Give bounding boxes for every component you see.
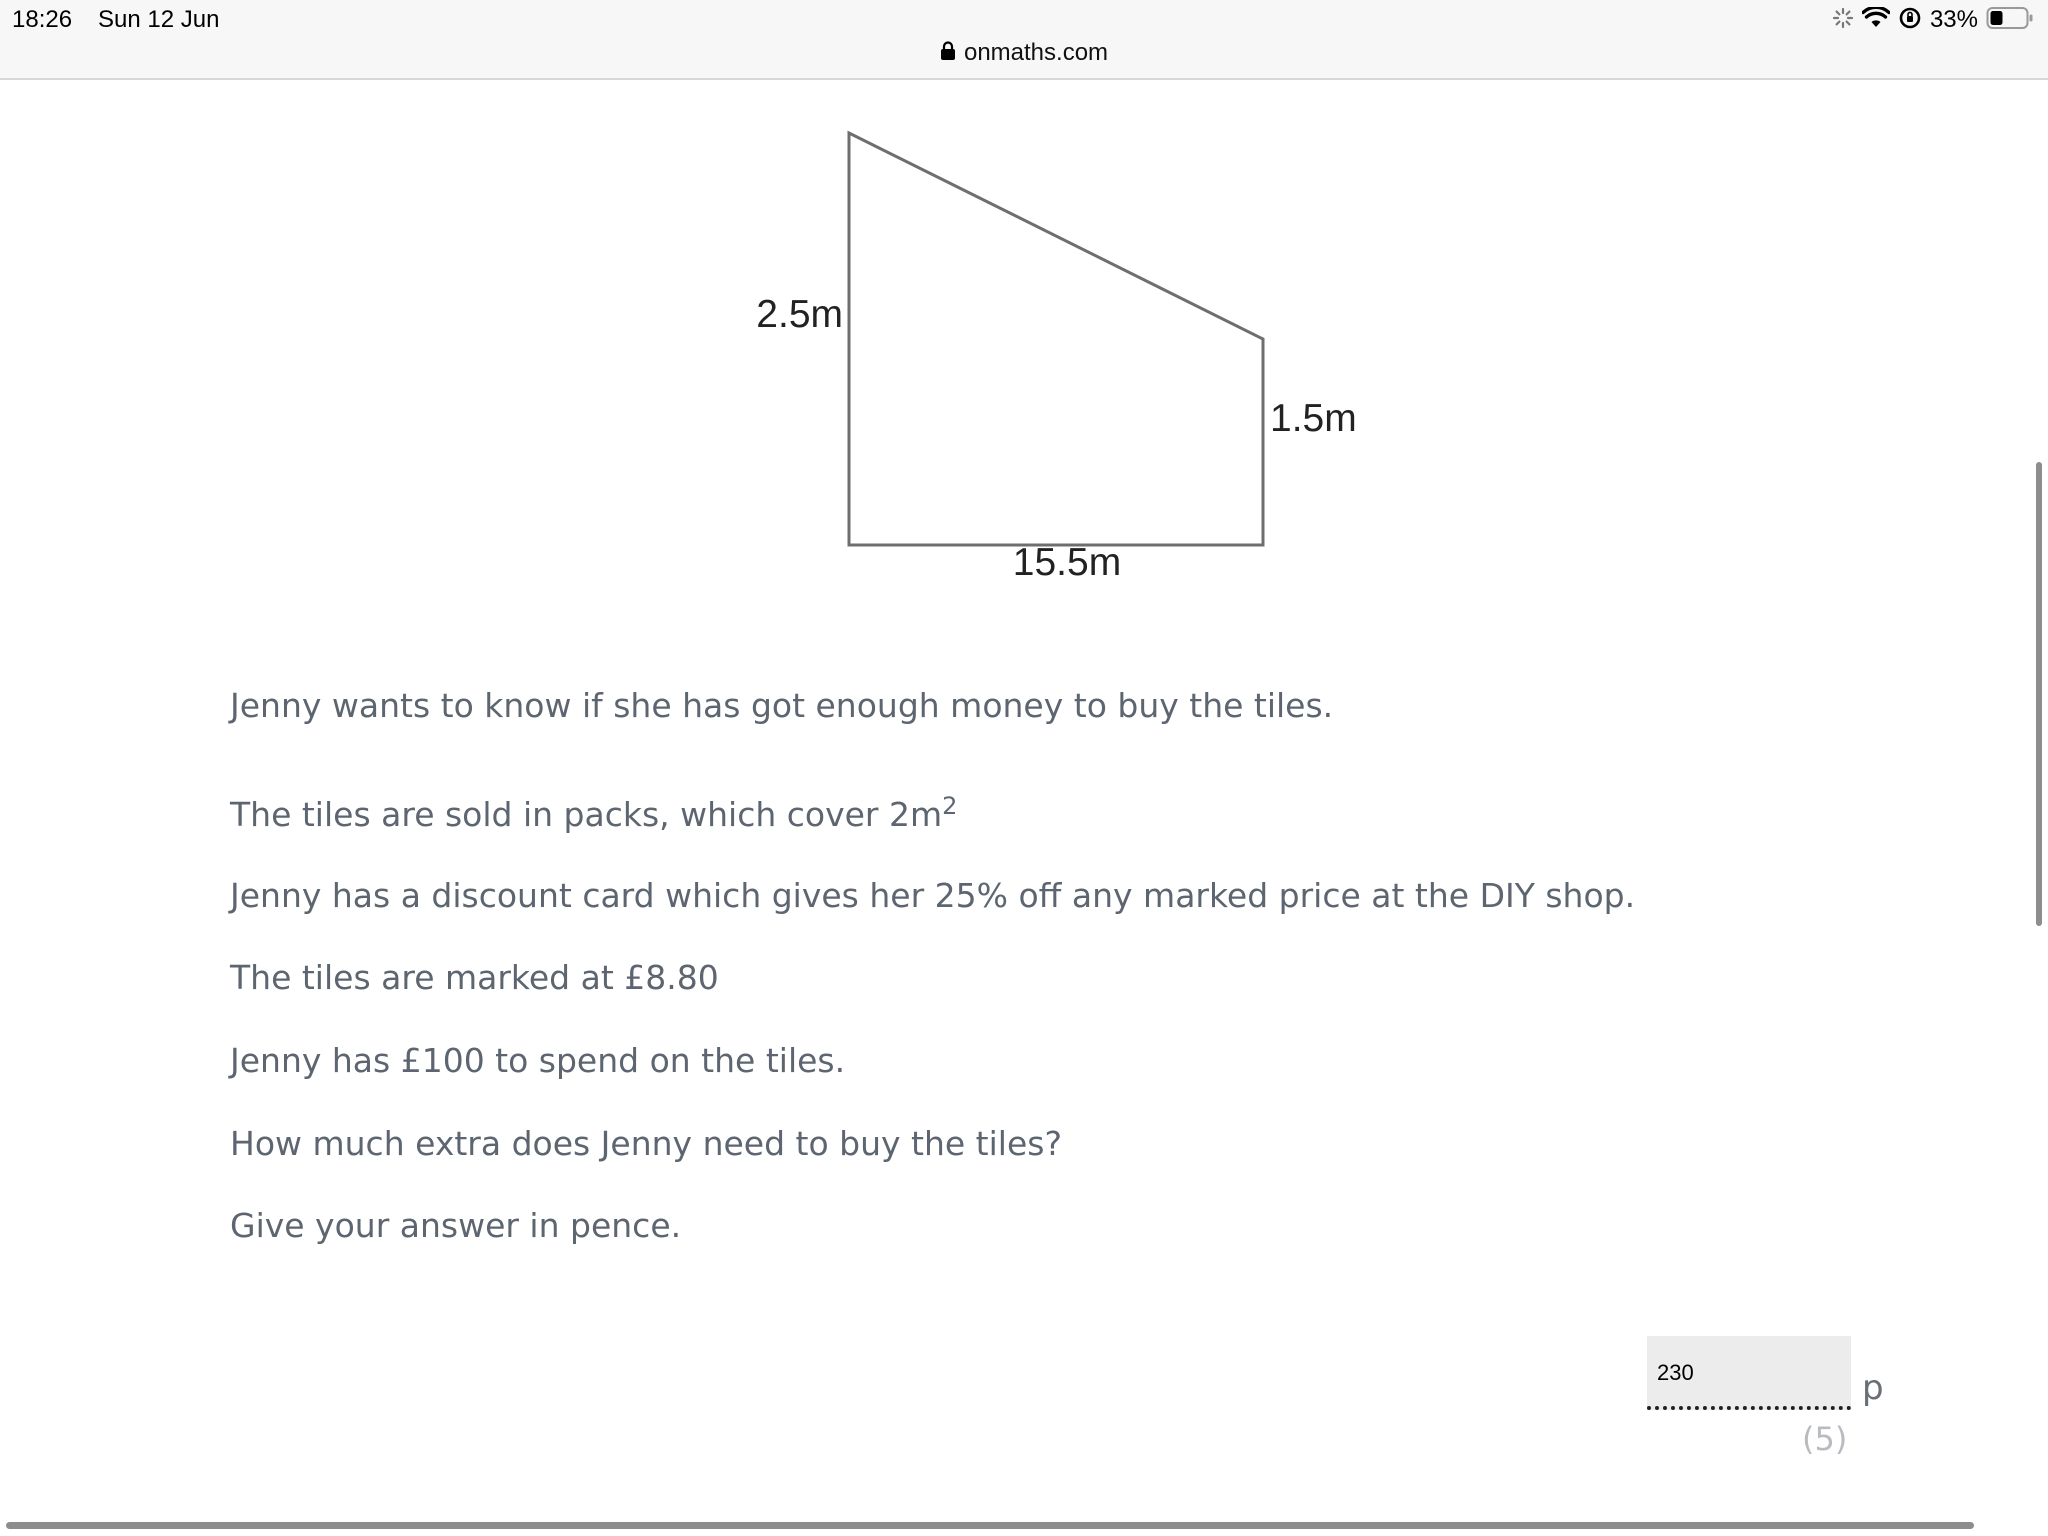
url-text[interactable]: onmaths.com — [963, 39, 1109, 66]
left-side-label: 2.5m — [756, 293, 843, 336]
status-indicators — [1832, 4, 2034, 36]
lock-icon — [940, 41, 956, 65]
horizontal-scrollbar[interactable] — [6, 1522, 1974, 1529]
url-bar[interactable] — [0, 38, 2048, 68]
squared-superscript: 2 — [942, 792, 958, 820]
question-line-1: Jenny wants to know if she has got enough money to buy the tiles. — [230, 686, 1334, 725]
battery-icon — [1986, 6, 2034, 34]
orientation-lock-icon — [1898, 6, 1922, 34]
question-line-4: The tiles are marked at £8.80 — [230, 958, 719, 997]
trapezium-shape — [849, 133, 1263, 545]
marks-label: (5) — [1802, 1420, 1848, 1458]
status-date: Sun 12 Jun — [98, 6, 220, 33]
question-line-5: Jenny has £100 to spend on the tiles. — [230, 1041, 846, 1080]
status-time: 18:26 — [12, 6, 73, 33]
bottom-side-label: 15.5m — [1012, 541, 1122, 584]
answer-unit: p — [1862, 1368, 1884, 1408]
wifi-icon — [1862, 7, 1890, 33]
vertical-scrollbar[interactable] — [2036, 462, 2042, 926]
question-line-3: Jenny has a discount card which gives her 25% off any marked price at the DIY shop. — [230, 876, 1636, 915]
activity-spinner-icon — [1832, 7, 1854, 33]
question-line-2 — [230, 792, 957, 834]
trapezium-diagram — [0, 80, 2048, 640]
answer-box[interactable] — [1647, 1336, 1851, 1410]
question-line-7: Give your answer in pence. — [230, 1206, 682, 1245]
battery-percent: 33% — [1929, 6, 1978, 33]
question-line-6: How much extra does Jenny need to buy the tiles? — [230, 1124, 1062, 1163]
browser-top-bar — [0, 0, 2048, 80]
answer-input[interactable] — [1657, 1356, 1837, 1390]
right-side-label: 1.5m — [1270, 397, 1357, 440]
question-line-2-text: The tiles are sold in packs, which cover 2m — [230, 795, 943, 834]
